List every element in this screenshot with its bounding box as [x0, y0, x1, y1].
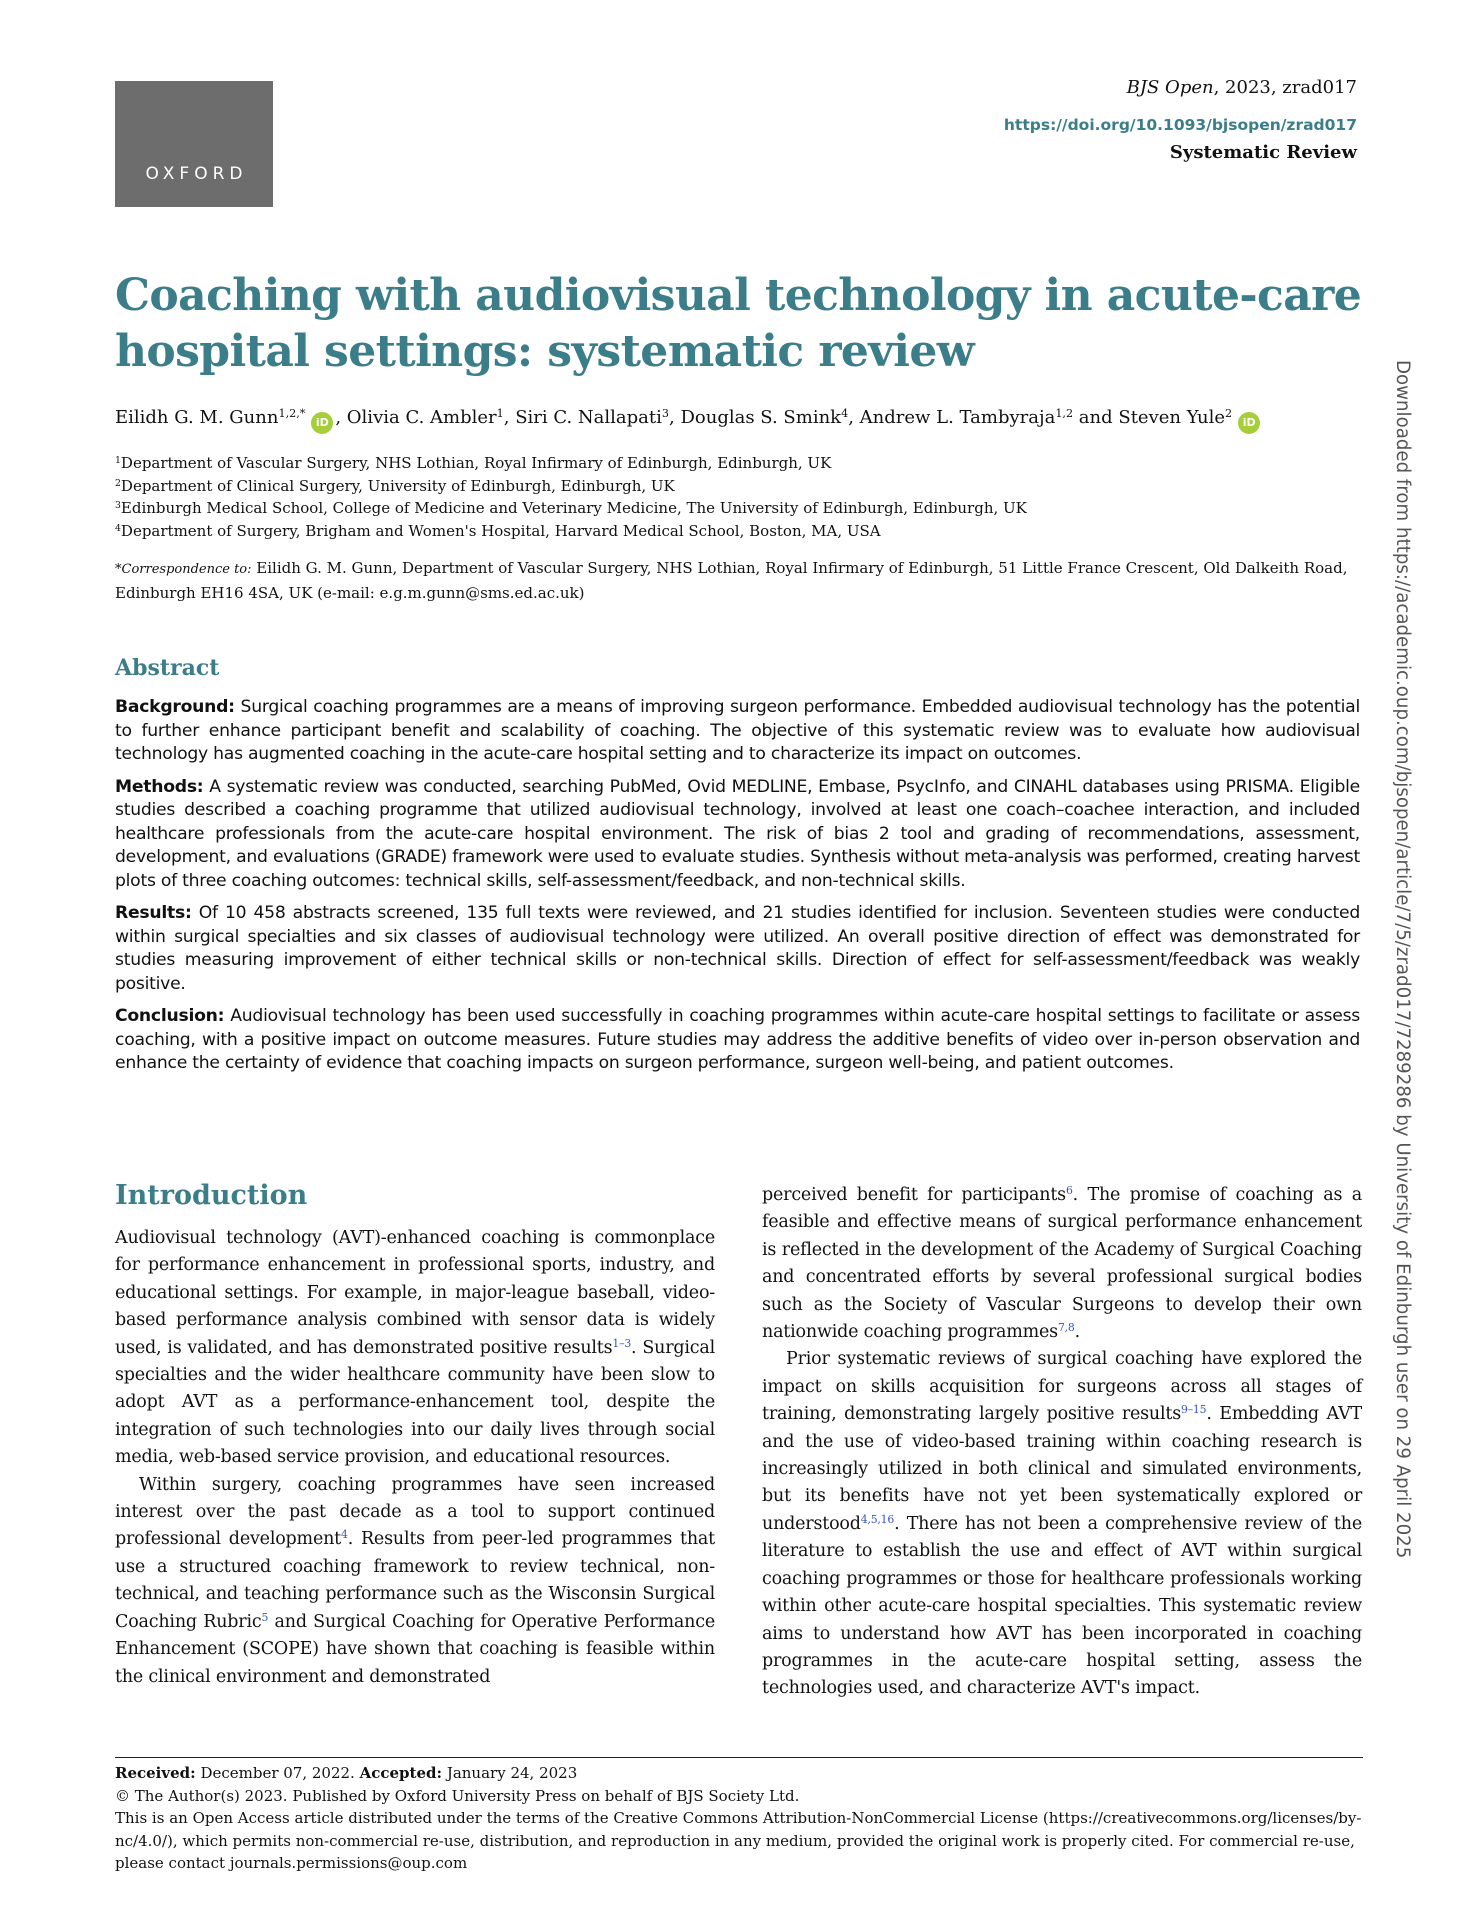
- article-title: Coaching with audiovisual technology in acute-care hospital settings: systematic review: [115, 270, 1362, 377]
- intro-paragraph-4: [762, 1346, 1362, 1702]
- abstract-heading: Abstract: [115, 655, 220, 681]
- affiliation-text: Department of Surgery, Brigham and Women's Hospital, Harvard Medical School, Boston, MA, USA: [120, 521, 881, 540]
- citation-ref[interactable]: 1–3: [612, 1336, 632, 1350]
- introduction-heading: Introduction: [115, 1180, 308, 1211]
- abstract-section: [115, 776, 1360, 894]
- citation-ref[interactable]: 7,8: [1057, 1321, 1075, 1335]
- author-name: Steven Yule: [1118, 407, 1226, 428]
- doi-link[interactable]: [1004, 111, 1357, 139]
- body-text: Within surgery, coaching programmes have seen increased interest over the past decade as a tool to support continued professional development: [115, 1474, 715, 1550]
- abstract-text: Surgical coaching programmes are a means of improving surgeon performance. Embedded audiovisual technology has the potential to further enhance participant benefit and scalability of coaching. The objective of this systematic review was to evaluate how audiovisual technology has augmented coaching in the acute-care hospital setting and to characterize its impact on outcomes.: [115, 697, 1360, 764]
- footer-notes: [115, 1762, 1365, 1875]
- author-list: Eilidh G. M. Gunn$^{1,2,*}$iD , Olivia C. Ambler$^1$, Siri C. Nallapati$^3$, Douglas S. Smink$^4$, Andrew L. Tambyraja$^{1,2}$ and Steven Yule$^2$iD: [115, 404, 1262, 434]
- abstract-section: [115, 696, 1360, 767]
- affiliation-number: 4: [115, 522, 121, 534]
- affiliation: [115, 452, 1027, 475]
- body-text: . The promise of coaching as a feasible and effective means of surgical performance enhancement is reflected in the development of the Academy of Surgical Coaching and concentrated efforts by several professional surgical bodies such as the Society of Vascular Surgeons to develop their own nationwide coaching programmes: [762, 1185, 1362, 1343]
- author-name: Andrew L. Tambyraja: [859, 407, 1056, 428]
- body-text: . Results from peer-led programmes that use a structured coaching framework to review technical, non-technical, and teaching performance such as the Wisconsin Surgical Coaching Rubric: [115, 1529, 715, 1632]
- body-text: perceived benefit for participants: [762, 1185, 1066, 1205]
- footer-divider: [115, 1757, 1363, 1758]
- article-type: Systematic Review: [1169, 142, 1357, 163]
- download-note: Downloaded from https://academic.oup.com/bjsopen/article/7/5/zrad017/7289286 by University of Edinburgh user on 29 April 2025: [1392, 360, 1413, 1559]
- citation-ref[interactable]: 6: [1065, 1184, 1073, 1198]
- author-affil-ref: 3: [661, 406, 670, 420]
- intro-paragraph-1: [115, 1225, 715, 1472]
- column-left: [115, 1225, 715, 1691]
- license-text: This is an Open Access article distributed under the terms of the Creative Commons Attribution-NonCommercial License (https://creativecommons.org/licenses/by-nc/4.0/), which permits non-commercial re-use, distribution, and reproduction in any medium, provided the original work is properly cited. For commercial re-use, please contact journals.permissions@oup.com: [115, 1809, 1362, 1872]
- oxford-logo: [115, 81, 273, 207]
- abstract-label: Conclusion:: [115, 1006, 225, 1026]
- author-name: Douglas S. Smink: [680, 407, 842, 428]
- author-name: Eilidh G. M. Gunn: [115, 407, 279, 428]
- body-text: . Surgical specialties and the wider healthcare community have been slow to adopt AVT as a performance-enhancement tool, despite the integration of such technologies into our daily lives through social media, web-based service provision, and educational resources.: [115, 1337, 715, 1468]
- correspondence-text: Eilidh G. M. Gunn, Department of Vascular Surgery, NHS Lothian, Royal Infirmary of Edinburgh, 51 Little France Crescent, Old Dalkeith Road, Edinburgh EH16 4SA, UK (e-mail: e.g.m.gunn@sms.ed.ac.uk): [115, 559, 1348, 602]
- body-text: . Embedding AVT and the use of video-based training within coaching research is increasingly utilized in both clinical and simulated environments, but its benefits have not yet been systematically explored or understood: [762, 1404, 1362, 1534]
- column-right: [762, 1182, 1362, 1703]
- abstract-label: Background:: [115, 697, 235, 717]
- author-affil-ref: 4: [841, 406, 849, 420]
- affiliation-text: Department of Vascular Surgery, NHS Lothian, Royal Infirmary of Edinburgh, Edinburgh, UK: [120, 454, 832, 472]
- author-affil-ref: 2: [1225, 406, 1233, 420]
- orcid-icon[interactable]: iD: [311, 412, 333, 434]
- body-text: and Surgical Coaching for Operative Performance Enhancement (SCOPE) have shown that coaching is feasible within the clinical environment and demonstrated: [115, 1611, 715, 1687]
- citation-ref[interactable]: 4: [341, 1528, 348, 1542]
- journal-citation: [1127, 74, 1357, 102]
- affiliation-text: Edinburgh Medical School, College of Medicine and Veterinary Medicine, The University of Edinburgh, Edinburgh, UK: [120, 499, 1027, 517]
- abstract-text: A systematic review was conducted, searching PubMed, Ovid MEDLINE, Embase, PsycInfo, and CINAHL databases using PRISMA. Eligible studies described a coaching programme that utilized audiovisual technology, involved at least one coach–coachee interaction, and included healthcare professionals from the acute-care hospital environment. The risk of bias 2 tool and grading of recommendations, assessment, development, and evaluations (GRADE) framework were used to evaluate studies. Synthesis without meta-analysis was performed, creating harvest plots of three coaching outcomes: technical skills, self-assessment/feedback, and non-technical skills.: [115, 776, 1360, 891]
- oxford-logo-text: OXFORD: [145, 164, 248, 184]
- journal-name: BJS Open: [1126, 77, 1214, 98]
- affiliation-number: 3: [115, 499, 121, 511]
- received-date: December 07, 2022.: [195, 1764, 360, 1782]
- correspondence-label: *Correspondence to:: [115, 562, 252, 577]
- citation-ref[interactable]: 5: [261, 1610, 269, 1624]
- dates-line: [115, 1762, 1365, 1785]
- affiliation-number: 2: [115, 477, 121, 489]
- affiliation: [115, 475, 1027, 498]
- affiliation-number: 1: [115, 454, 121, 466]
- abstract-body: [115, 696, 1360, 1085]
- citation-ref[interactable]: 4,5,16: [860, 1512, 895, 1526]
- journal-year-id: , 2023, zrad017: [1213, 77, 1357, 98]
- author-affil-ref: 1,2: [1055, 406, 1074, 420]
- body-text: Prior systematic reviews of surgical coaching have explored the impact on skills acquisition for surgeons across all stages of training, demonstrating largely positive results: [762, 1349, 1362, 1425]
- abstract-section: [115, 902, 1360, 996]
- abstract-label: Results:: [115, 903, 192, 923]
- body-text: . There has not been a comprehensive review of the literature to establish the use and effect of AVT within surgical coaching programmes or those for healthcare professionals working within other acute-care hospital specialties. This systematic review aims to understand how AVT has been incorporated in coaching programmes in the acute-care hospital setting, assess the technologies used, and characterize AVT's impact.: [762, 1513, 1362, 1699]
- intro-paragraph-2: [115, 1472, 715, 1691]
- affiliation: [115, 520, 1027, 543]
- received-label: Received:: [115, 1764, 196, 1782]
- abstract-section: [115, 1005, 1360, 1076]
- accepted-label: Accepted:: [359, 1764, 443, 1782]
- abstract-text: Of 10 458 abstracts screened, 135 full texts were reviewed, and 21 studies identified for inclusion. Seventeen studies were conducted within surgical specialties and six classes of audiovisual technology were utilized. An overall positive direction of effect was demonstrated for studies measuring improvement of either technical skills or non-technical skills. Direction of effect for self-assessment/feedback was weakly positive.: [115, 903, 1360, 994]
- author-affil-ref: 1: [496, 406, 504, 420]
- citation-ref[interactable]: 9–15: [1181, 1403, 1207, 1417]
- abstract-text: Audiovisual technology has been used successfully in coaching programmes within acute-care hospital settings to facilitate or assess coaching, with a positive impact on outcome measures. Future studies may address the additive benefits of video over in-person observation and enhance the certainty of evidence that coaching impacts on surgeon performance, surgeon well-being, and patient outcomes.: [115, 1006, 1360, 1073]
- orcid-icon[interactable]: iD: [1238, 412, 1260, 434]
- affiliation-list: [115, 452, 1027, 542]
- correspondence: [115, 557, 1363, 604]
- body-text: Audiovisual technology (AVT)-enhanced coaching is commonplace for performance enhancement in professional sports, industry, and educational settings. For example, in major-league baseball, video-based performance analysis combined with sensor data is widely used, is validated, and has demonstrated positive results: [115, 1228, 715, 1358]
- affiliation-text: Department of Clinical Surgery, University of Edinburgh, Edinburgh, UK: [120, 476, 675, 495]
- affiliation: [115, 497, 1027, 520]
- body-text: .: [1074, 1322, 1080, 1343]
- author-name: Olivia C. Ambler: [346, 407, 497, 428]
- author-name: Siri C. Nallapati: [515, 407, 662, 428]
- copyright-line: © The Author(s) 2023. Published by Oxford University Press on behalf of BJS Society Ltd.: [115, 1786, 800, 1805]
- doi-text[interactable]: https://doi.org/10.1093/bjsopen/zrad017: [1003, 116, 1357, 134]
- abstract-label: Methods:: [115, 776, 204, 797]
- accepted-date: January 24, 2023: [442, 1764, 578, 1782]
- intro-paragraph-3: [762, 1182, 1362, 1346]
- author-affil-ref: 1,2,*: [278, 406, 306, 420]
